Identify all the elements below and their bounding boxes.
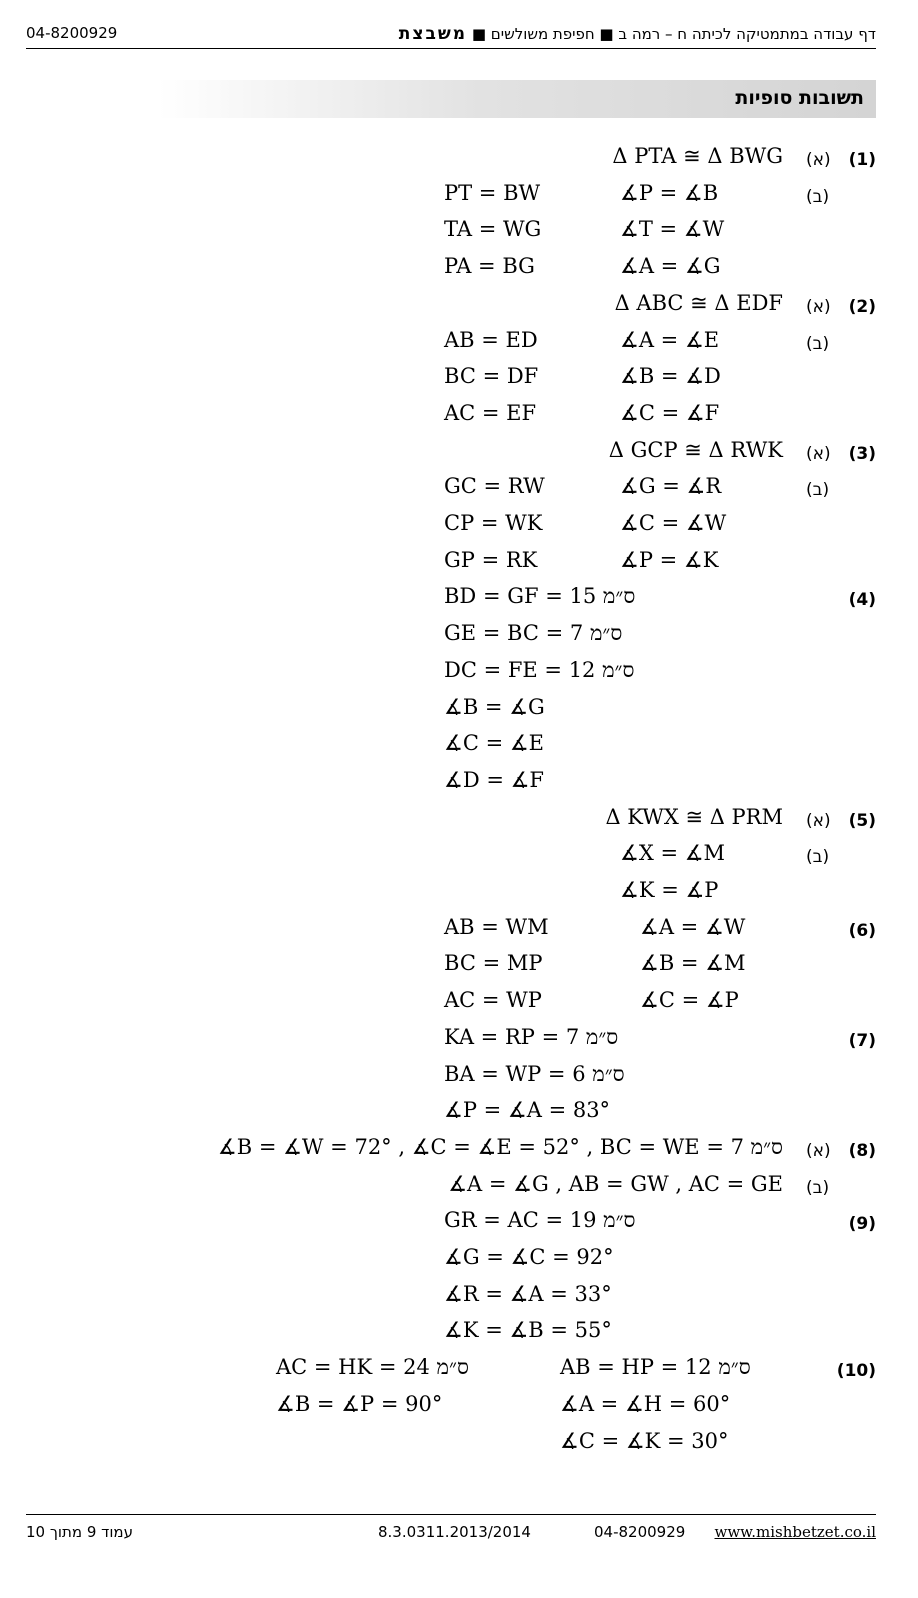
answer-value: DC = FE = 12 ס״מ xyxy=(444,657,635,682)
question-number: (3) xyxy=(848,443,876,464)
answer-line xyxy=(0,768,918,802)
header-title: דף עבודה במתמטיקה לכיתה ח – רמה ב ■ חפיפת משולשים ■ משבצת xyxy=(398,24,876,44)
answer-line xyxy=(0,1098,918,1132)
answer-line xyxy=(0,1318,918,1352)
answer-value: ∡C = ∡F xyxy=(620,400,720,425)
answer-line xyxy=(0,1392,918,1426)
answer-line xyxy=(0,1025,918,1059)
answer-value: ∡R = ∡A = 33° xyxy=(444,1281,612,1306)
answer-value: GC = RW xyxy=(444,474,545,499)
question-number: (4) xyxy=(848,590,876,611)
answer-value: ∡D = ∡F xyxy=(444,767,545,792)
answer-value: ∡T = ∡W xyxy=(620,217,725,242)
answer-value: ∡B = ∡D xyxy=(620,364,721,389)
answer-value: ∡A = ∡H = 60° xyxy=(560,1391,731,1416)
answer-value: PA = BG xyxy=(444,254,535,279)
answer-line xyxy=(0,915,918,949)
answer-line xyxy=(0,217,918,251)
section-title: תשובות סופיות xyxy=(735,87,864,109)
answer-value: ∡C = ∡K = 30° xyxy=(560,1428,729,1453)
sub-question-label: (א) xyxy=(806,1140,831,1161)
answer-line xyxy=(0,805,918,839)
answer-value: AB = WM xyxy=(444,914,549,939)
answer-value: TA = WG xyxy=(444,217,542,242)
congruence-statement: Δ KWX ≅ Δ PRM xyxy=(605,804,783,829)
sub-question-label: (א) xyxy=(806,810,831,831)
question-number: (7) xyxy=(848,1030,876,1051)
answer-line xyxy=(0,291,918,325)
answer-line xyxy=(0,695,918,729)
answer-line xyxy=(0,474,918,508)
answer-line xyxy=(0,1245,918,1279)
answer-line xyxy=(0,1282,918,1316)
answer-line xyxy=(0,438,918,472)
answer-value: ∡A = ∡W xyxy=(640,914,746,939)
sub-question-label: (ב) xyxy=(806,1177,830,1198)
mishbetzet-logo: משבצת xyxy=(398,24,468,44)
header-phone: 04-8200929 xyxy=(26,24,118,42)
footer-phone: 04-8200929 xyxy=(594,1523,686,1541)
question-number: (1) xyxy=(848,150,876,170)
sub-question-label: (ב) xyxy=(806,186,830,207)
answer-line xyxy=(0,1429,918,1463)
answer-value: BA = WP = 6 ס״מ xyxy=(444,1061,625,1086)
footer-url[interactable]: www.mishbetzet.co.il xyxy=(714,1523,876,1541)
answer-value: BC = DF xyxy=(444,364,539,389)
answer-line xyxy=(0,621,918,655)
answer-value: CP = WK xyxy=(444,511,543,535)
answer-line xyxy=(0,1062,918,1096)
answer-line xyxy=(0,401,918,435)
answer-line xyxy=(0,364,918,398)
question-number: (8) xyxy=(848,1140,876,1161)
footer-code: 8.3.0311.2013/2014 xyxy=(378,1523,531,1541)
answer-line xyxy=(0,144,918,178)
answer-value: GE = BC = 7 ס״מ xyxy=(444,621,623,646)
answer-value: ∡C = ∡P xyxy=(640,988,739,1013)
answer-value: ∡A = ∡E xyxy=(620,327,720,352)
answer-line xyxy=(0,841,918,875)
answer-value: ∡P = ∡K xyxy=(620,547,719,572)
answer-line xyxy=(0,584,918,618)
answer-line xyxy=(0,731,918,765)
answer-value: BC = MP xyxy=(444,951,543,976)
question-number: (9) xyxy=(848,1214,876,1235)
congruence-statement: Δ GCP ≅ Δ RWK xyxy=(608,437,783,462)
answer-value: ∡C = ∡W xyxy=(620,511,727,535)
answer-value: ∡B = ∡G xyxy=(444,694,545,719)
answer-line xyxy=(0,658,918,692)
answer-line xyxy=(0,951,918,985)
answer-value: GR = AC = 19 ס״מ xyxy=(444,1208,636,1233)
congruence-statement: Δ PTA ≅ Δ BWG xyxy=(612,144,783,168)
sub-question-label: (ב) xyxy=(806,480,830,501)
answer-value: PT = BW xyxy=(444,180,541,205)
answer-line xyxy=(0,1208,918,1242)
answer-value: ∡P = ∡A = 83° xyxy=(444,1098,611,1123)
answer-line xyxy=(0,511,918,545)
section-banner xyxy=(158,80,876,118)
answer-line xyxy=(0,1172,918,1206)
answer-value: AB = ED xyxy=(444,327,538,352)
congruence-statement: ∡B = ∡W = 72° , ∡C = ∡E = 52° , BC = WE = 7 ס״מ xyxy=(217,1134,783,1159)
answer-value: AC = WP xyxy=(444,988,542,1013)
question-number: (5) xyxy=(848,810,876,831)
page-header xyxy=(26,22,876,49)
answer-value: AB = HP = 12 ס״מ xyxy=(560,1355,751,1380)
answer-line xyxy=(0,1135,918,1169)
footer-page-number: עמוד 9 מתוך 10 xyxy=(26,1523,133,1541)
answer-value: ∡K = ∡P xyxy=(620,878,719,902)
answer-value: ∡B = ∡P = 90° xyxy=(276,1391,443,1416)
answer-line xyxy=(0,548,918,582)
answer-value: GP = RK xyxy=(444,547,538,572)
answer-value: AC = EF xyxy=(444,400,537,425)
answer-line xyxy=(0,878,918,912)
sub-question-label: (א) xyxy=(806,443,831,464)
answer-value: AC = HK = 24 ס״מ xyxy=(276,1355,469,1380)
answer-value: ∡X = ∡M xyxy=(620,841,726,866)
answer-line xyxy=(0,988,918,1022)
answer-line xyxy=(0,181,918,215)
question-number: (6) xyxy=(848,920,876,941)
answer-line xyxy=(0,1355,918,1389)
answer-value: ∡G = ∡C = 92° xyxy=(444,1245,614,1269)
question-number: (10) xyxy=(836,1361,876,1382)
page-footer xyxy=(26,1514,876,1555)
answer-value: ∡A = ∡G xyxy=(620,254,721,279)
answer-value: ∡G = ∡R xyxy=(620,474,722,499)
answer-value: BD = GF = 15 ס״מ xyxy=(444,584,636,609)
answer-value: ∡K = ∡B = 55° xyxy=(444,1318,612,1343)
sub-question-label: (א) xyxy=(806,296,831,317)
answer-value: KA = RP = 7 ס״מ xyxy=(444,1024,619,1049)
answer-value: ∡C = ∡E xyxy=(444,731,544,756)
sub-question-label: (א) xyxy=(806,150,831,170)
congruence-statement: Δ ABC ≅ Δ EDF xyxy=(614,290,783,315)
answer-value: ∡P = ∡B xyxy=(620,180,719,205)
sub-question-label: (ב) xyxy=(806,847,830,868)
sub-question-label: (ב) xyxy=(806,333,830,354)
question-number: (2) xyxy=(848,296,876,317)
answer-line xyxy=(0,254,918,288)
congruence-statement: ∡A = ∡G , AB = GW , AC = GE xyxy=(448,1171,783,1196)
answer-line xyxy=(0,328,918,362)
answer-value: ∡B = ∡M xyxy=(640,951,746,976)
